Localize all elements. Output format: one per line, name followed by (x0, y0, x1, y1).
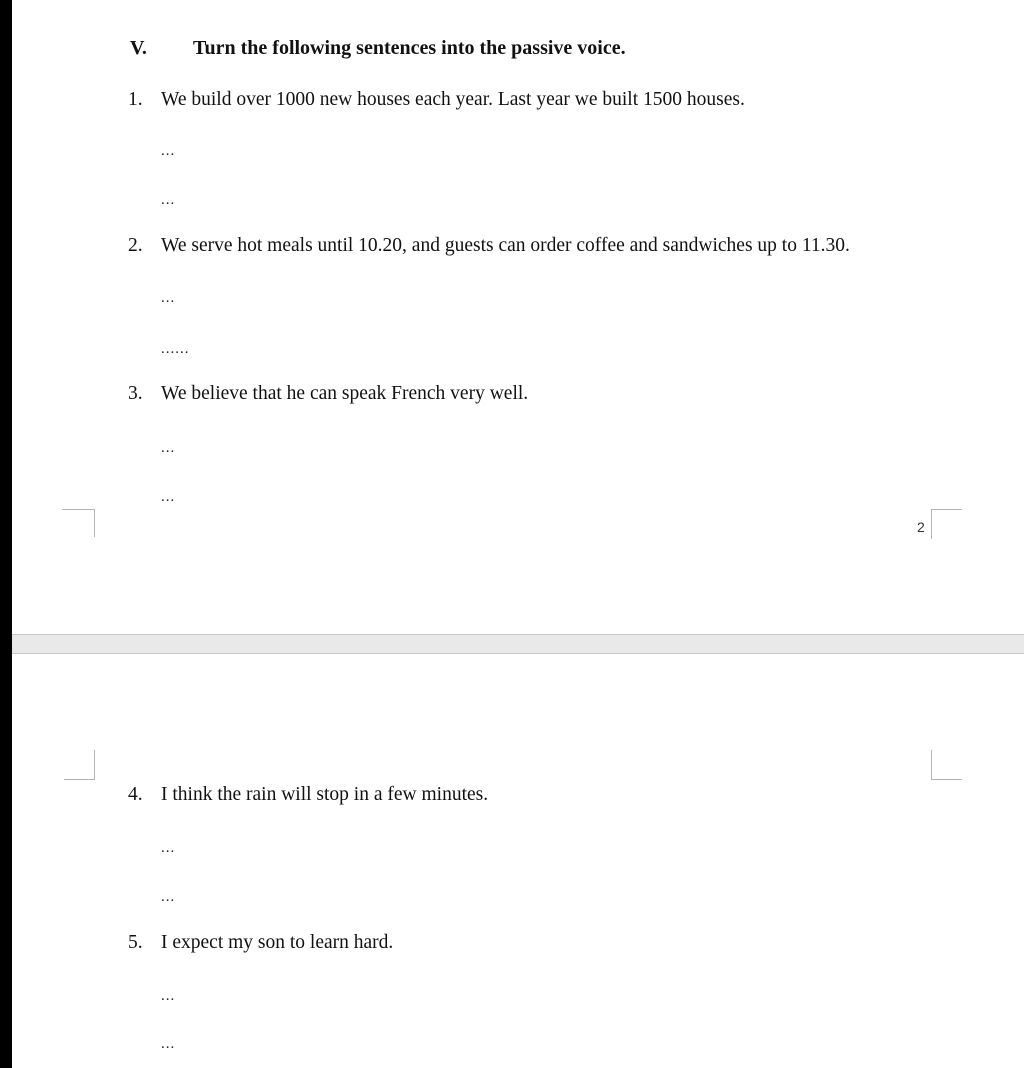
item-1-answer-2[interactable]: ... (161, 192, 176, 208)
item-4-answer-2[interactable]: ... (161, 889, 176, 905)
margin-corner-top-left (64, 750, 95, 780)
item-2-number: 2. (128, 235, 143, 256)
item-4-sentence: I think the rain will stop in a few minutes. (161, 784, 489, 805)
document-page-2 (12, 654, 1024, 1068)
page-separator (12, 634, 1024, 654)
item-1-sentence: We build over 1000 new houses each year. Last year we built 1500 houses. (161, 89, 745, 110)
item-1-number: 1. (128, 89, 143, 110)
section-number: V. (130, 37, 147, 59)
item-3-sentence: We believe that he can speak French very well. (161, 383, 529, 404)
item-4-number: 4. (128, 784, 143, 805)
item-3-answer-2[interactable]: ... (161, 489, 176, 505)
item-5-sentence: I expect my son to learn hard. (161, 932, 394, 953)
item-2-sentence: We serve hot meals until 10.20, and guests can order coffee and sandwiches up to 11.30. (161, 235, 850, 256)
item-4-answer-1[interactable]: ... (161, 840, 176, 856)
item-5-answer-2[interactable]: ... (161, 1036, 176, 1052)
item-1-answer-1[interactable]: ... (161, 143, 176, 159)
page-number: 2 (917, 519, 925, 535)
margin-corner-bottom-right (931, 509, 962, 539)
margin-corner-bottom-left (62, 509, 95, 537)
item-2-answer-2[interactable]: ...... (161, 341, 190, 357)
section-title: Turn the following sentences into the passive voice. (193, 37, 626, 59)
item-3-answer-1[interactable]: ... (161, 440, 176, 456)
margin-corner-top-right (931, 750, 962, 780)
item-5-answer-1[interactable]: ... (161, 988, 176, 1004)
item-3-number: 3. (128, 383, 143, 404)
item-2-answer-1[interactable]: ... (161, 290, 176, 306)
item-5-number: 5. (128, 932, 143, 953)
